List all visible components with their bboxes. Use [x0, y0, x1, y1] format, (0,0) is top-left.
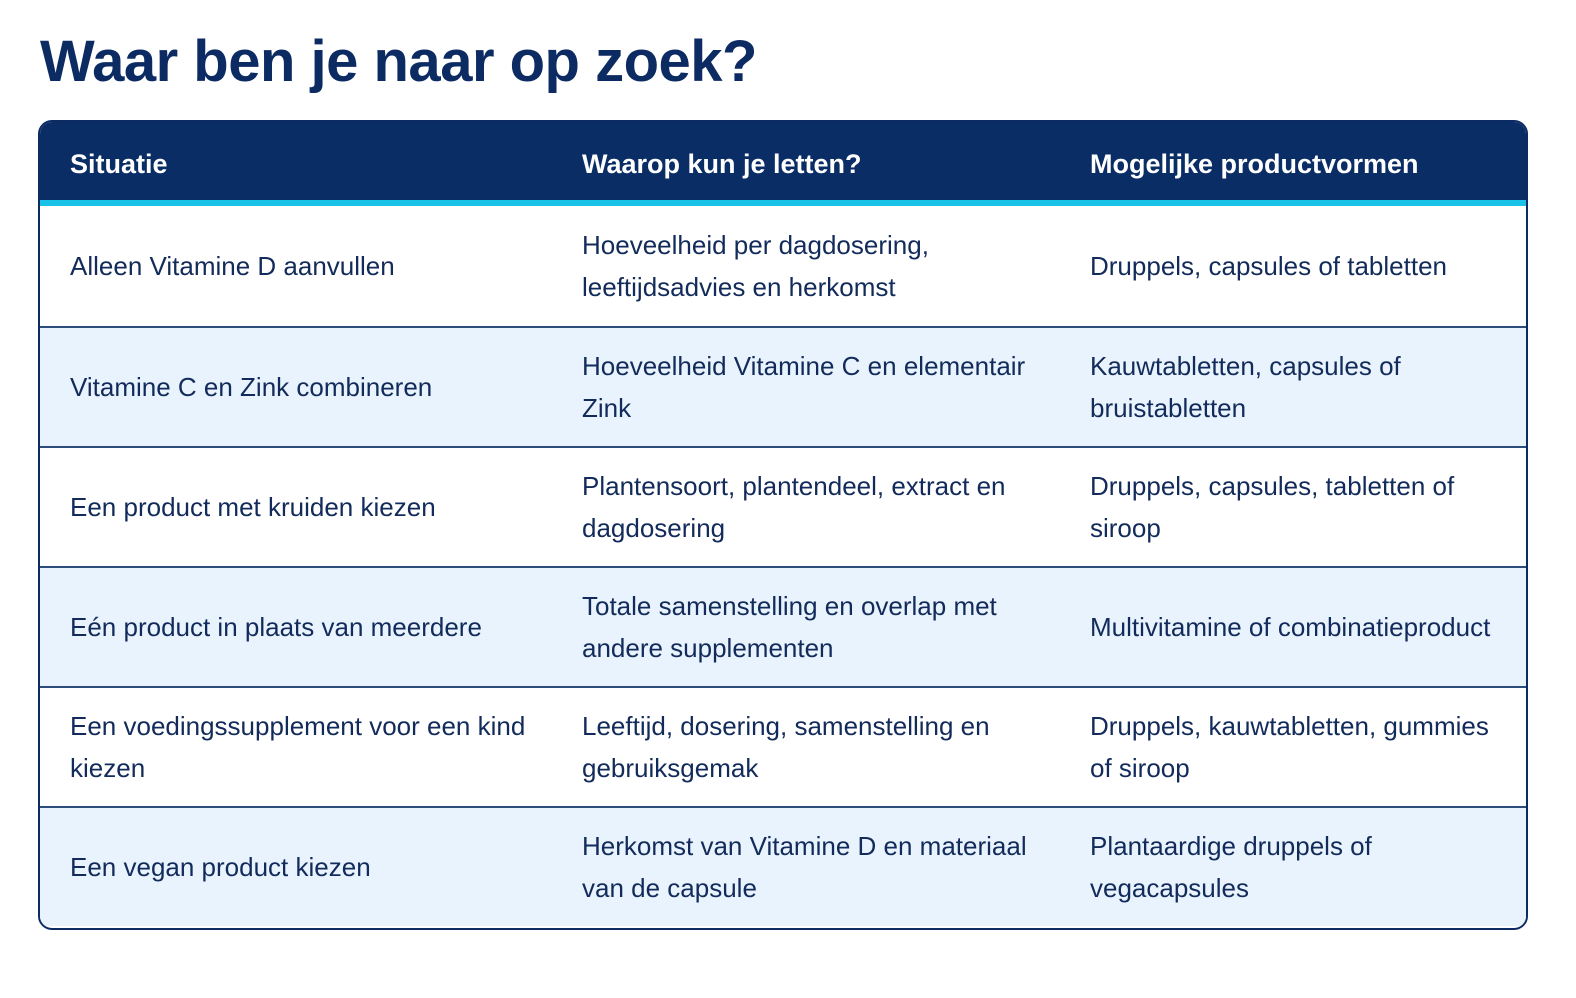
cell-letten: Herkomst van Vitamine D en materiaal van de capsule [582, 831, 1027, 903]
cell-vormen: Druppels, kauwtabletten, gummies of siroop [1090, 711, 1489, 783]
cell-vormen: Multivitamine of combinatieproduct [1090, 612, 1491, 642]
cell-vormen: Druppels, capsules of tabletten [1090, 251, 1447, 281]
cell-situatie: Vitamine C en Zink combineren [70, 372, 433, 402]
column-header-vormen: Mogelijke productvormen [1090, 149, 1419, 179]
comparison-table [38, 120, 1528, 930]
cell-letten: Plantensoort, plantendeel, extract en dagdosering [582, 471, 1006, 543]
cell-letten: Hoeveelheid Vitamine C en elementair Zink [582, 351, 1026, 423]
cell-situatie: Alleen Vitamine D aanvullen [70, 251, 395, 281]
cell-vormen: Druppels, capsules, tabletten of siroop [1090, 471, 1455, 543]
cell-situatie: Een product met kruiden kiezen [70, 492, 436, 522]
table-header [40, 122, 1526, 206]
column-header-letten: Waarop kun je letten? [582, 149, 862, 179]
table-row [40, 326, 1526, 446]
column-header-situatie: Situatie [70, 149, 168, 179]
cell-letten: Hoeveelheid per dagdosering, leeftijdsadvies en herkomst [582, 230, 929, 302]
cell-vormen: Kauwtabletten, capsules of bruistabletten [1090, 351, 1401, 423]
page-title: Waar ben je naar op zoek? [40, 29, 757, 94]
cell-letten: Leeftijd, dosering, samenstelling en gebruiksgemak [582, 711, 990, 783]
table-row [40, 686, 1526, 806]
cell-situatie: Een vegan product kiezen [70, 852, 371, 882]
table-row [40, 566, 1526, 686]
table-row [40, 806, 1526, 926]
table-row [40, 206, 1526, 326]
cell-letten: Totale samenstelling en overlap met andere supplementen [582, 591, 997, 663]
cell-situatie: Eén product in plaats van meerdere [70, 612, 482, 642]
cell-vormen: Plantaardige druppels of vegacapsules [1090, 831, 1372, 903]
table-row [40, 446, 1526, 566]
cell-situatie: Een voedingssupplement voor een kind kiezen [70, 711, 526, 783]
